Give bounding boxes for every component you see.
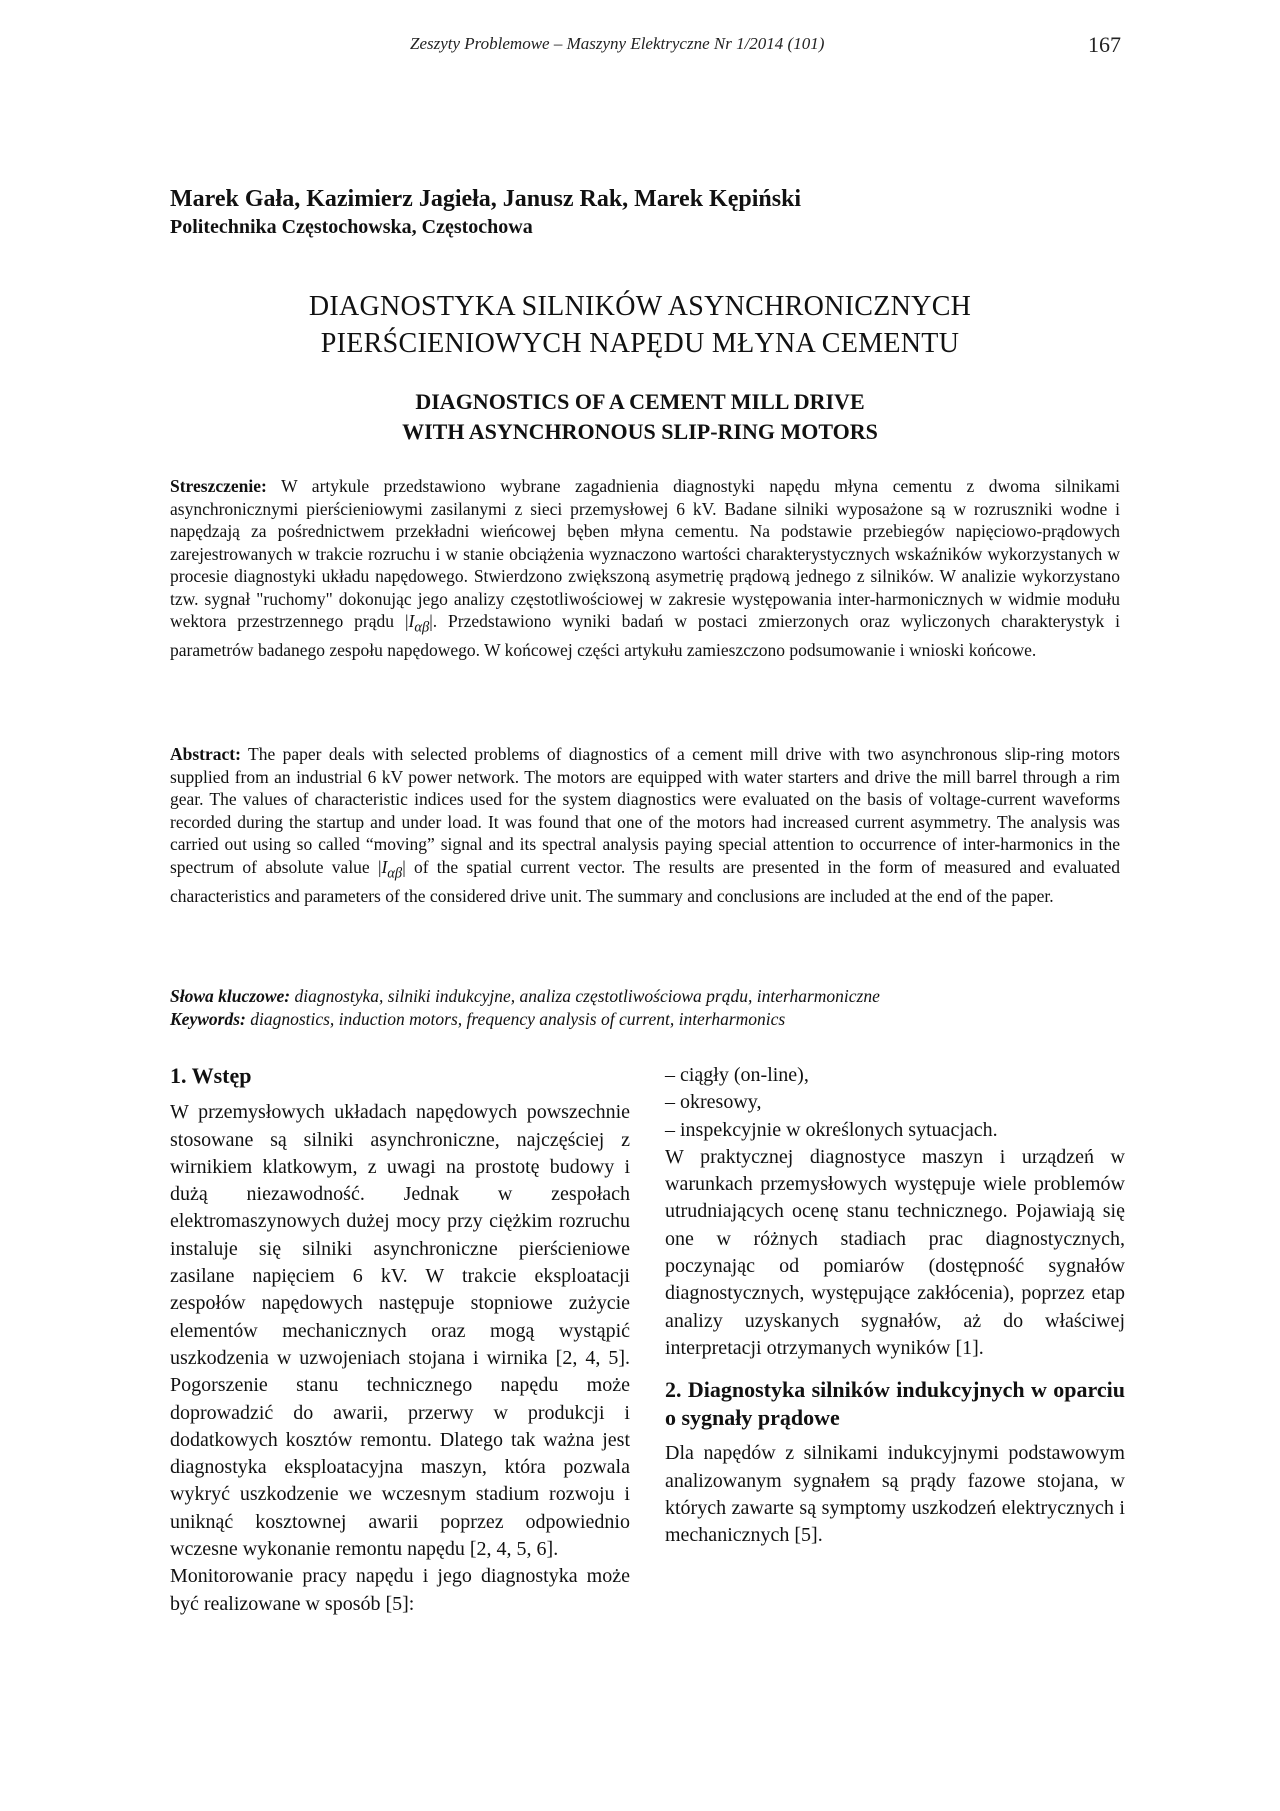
list-item: – inspekcyjnie w określonych sytuacjach. bbox=[665, 1118, 998, 1141]
streszczenie-symbol: I bbox=[408, 611, 415, 631]
streszczenie-text-1: W artykule przedstawiono wybrane zagadnienia diagnostyki napędu młyna cementu z dwoma silnikami asynchronicznymi pierścieniowymi zasilanymi z sieci przemysłowej 6 kV. Badane silniki wyposażone są w rozruszniki wodne i napędzają za pośrednictwem przekładni wieńcowej bęben młyna cementu. Na podstawie przebiegów napięciowo-prądowych zarejestrowanych w trakcie rozruchu i w stanie obciążenia wyznaczono wartości charakterystycznych wskaźników wykorzystanych w procesie diagnostyki układu napędowego. Stwierdzono zwiększoną asymetrię prądową jednego z silników. W analizie wykorzystano tzw. sygnał "ruchomy" dokonując jego analizy częstotliwościowej w zakresie występowania inter-harmonicznych w widmie modułu wektora przestrzennego prądu | bbox=[170, 476, 1120, 631]
section-1-paragraph-3: W praktycznej diagnostyce maszyn i urządzeń w warunkach przemysłowych występuje wiele problemów utrudniających ocenę stanu technicznego. Pojawiają się one w różnych stadiach prac diagnostycznych, poczynając od pomiarów (dostępność sygnałów diagnostycznych, występujące zakłócenia), poprzez etap analizy uzyskanych sygnałów, aż do właściwej interpretacji otrzymanych wyników [1]. bbox=[665, 1145, 1125, 1359]
abstract-symbol: I bbox=[381, 856, 388, 877]
section-2-paragraph-1: Dla napędów z silnikami indukcyjnymi podstawowym analizowanym sygnałem są prądy fazowe stojana, w których zawarte są symptomy uszkodzeń elektrycznych i mechanicznych [5]. bbox=[665, 1442, 1125, 1547]
abstract-text-1: The paper deals with selected problems of diagnostics of a cement mill drive with two asynchronous slip-ring motors supplied from an industrial 6 kV power network. The motors are equipped with water starters and drive the mill barrel through a rim gear. The values of characteristic indices used for the system diagnostics were evaluated on the basis of voltage-current waveforms recorded during the startup and under load. It was found that one of the motors had increased current asymmetry. The analysis was carried out using so called “moving” signal and its spectral analysis paying special attention to occurrence of inter-harmonics in the spectrum of absolute value | bbox=[170, 744, 1120, 877]
monitoring-list bbox=[665, 1062, 1125, 1144]
journal-title: Zeszyty Problemowe – Maszyny Elektryczne Nr 1/2014 (101) bbox=[410, 34, 825, 53]
streszczenie-subscript: αβ bbox=[414, 619, 430, 636]
title-polish-line1: DIAGNOSTYKA SILNIKÓW ASYNCHRONICZNYCH bbox=[308, 291, 972, 322]
affiliation: Politechnika Częstochowska, Częstochowa bbox=[170, 216, 533, 238]
section-1-heading: 1. Wstęp bbox=[170, 1063, 252, 1088]
streszczenie bbox=[170, 475, 1120, 662]
list-item: – ciągły (on-line), bbox=[665, 1064, 809, 1086]
page-number: 167 bbox=[1088, 32, 1121, 57]
keywords-polish bbox=[170, 985, 1120, 1008]
keywords-polish-label: Słowa kluczowe: bbox=[170, 986, 291, 1006]
abstract-text-2: | of the spatial current vector. The results are presented in the form of measured and evaluated characteristics and parameters of the considered drive unit. The summary and conclusions are included at the end of the paper. bbox=[170, 856, 1120, 906]
abstract bbox=[170, 743, 1120, 907]
streszczenie-label: Streszczenie: bbox=[170, 476, 267, 496]
keywords-english bbox=[170, 1008, 1120, 1031]
section-2-heading: 2. Diagnostyka silników indukcyjnych w oparciu o sygnały prądowe bbox=[665, 1377, 1125, 1431]
section-1-paragraph-1: W przemysłowych układach napędowych powszechnie stosowane są silniki asynchroniczne, najczęściej z wirnikiem klatkowym, z uwagi na prostotę budowy i dużą niezawodność. Jednak w zespołach elektromaszynowych dużej mocy przy ciężkim rozruchu instaluje się silniki asynchroniczne pierścieniowe zasilane napięciem 6 kV. W trakcie eksploatacji zespołów napędowych następuje stopniowe zużycie elementów mechanicznych oraz mogą wystąpić uszkodzenia w uzwojeniach stojana i wirnika [2, 4, 5]. Pogorszenie stanu technicznego napędu może doprowadzić do awarii, przerwy w produkcji i dodatkowych kosztów remontu. Dlatego tak ważna jest diagnostyka eksploatacyjna maszyn, która pozwala wykryć uszkodzenie we wczesnym stadium rozwoju i uniknąć kosztownej awarii poprzez odpowiednio wczesne wykonanie remontu napędu [2, 4, 5, 6]. bbox=[170, 1101, 630, 1561]
keywords-english-label: Keywords: bbox=[170, 1009, 246, 1029]
title-english-line2: WITH ASYNCHRONOUS SLIP-RING MOTORS bbox=[402, 419, 878, 444]
authors: Marek Gała, Kazimierz Jagieła, Janusz Rak, Marek Kępiński bbox=[170, 186, 802, 212]
running-header bbox=[0, 30, 1280, 70]
streszczenie-text-2: |. Przedstawiono wyniki badań w postaci zmierzonych oraz wyliczonych charakterystyk i parametrów badanego zespołu napędowego. W końcowej części artykułu zamieszczono podsumowanie i wnioski końcowe. bbox=[170, 611, 1121, 660]
title-polish-line2: PIERŚCIENIOWYCH NAPĘDU MŁYNA CEMENTU bbox=[320, 328, 960, 359]
column-left bbox=[170, 1062, 630, 1618]
keywords bbox=[170, 985, 1120, 1031]
title-english-line1: DIAGNOSTICS OF A CEMENT MILL DRIVE bbox=[415, 389, 865, 414]
abstract-label: Abstract: bbox=[170, 744, 241, 764]
section-1-paragraph-2: Monitorowanie pracy napędu i jego diagnostyka może być realizowane w sposób [5]: bbox=[170, 1565, 630, 1615]
keywords-polish-text: diagnostyka, silniki indukcyjne, analiza częstotliwościowa prądu, interharmoniczne bbox=[290, 986, 880, 1006]
list-item: – okresowy, bbox=[665, 1091, 762, 1114]
abstract-subscript: αβ bbox=[387, 865, 403, 881]
column-right bbox=[665, 1062, 1125, 1549]
title-polish bbox=[150, 288, 1130, 362]
title-english bbox=[150, 387, 1130, 447]
keywords-english-text: diagnostics, induction motors, frequency analysis of current, interharmonics bbox=[245, 1009, 786, 1029]
